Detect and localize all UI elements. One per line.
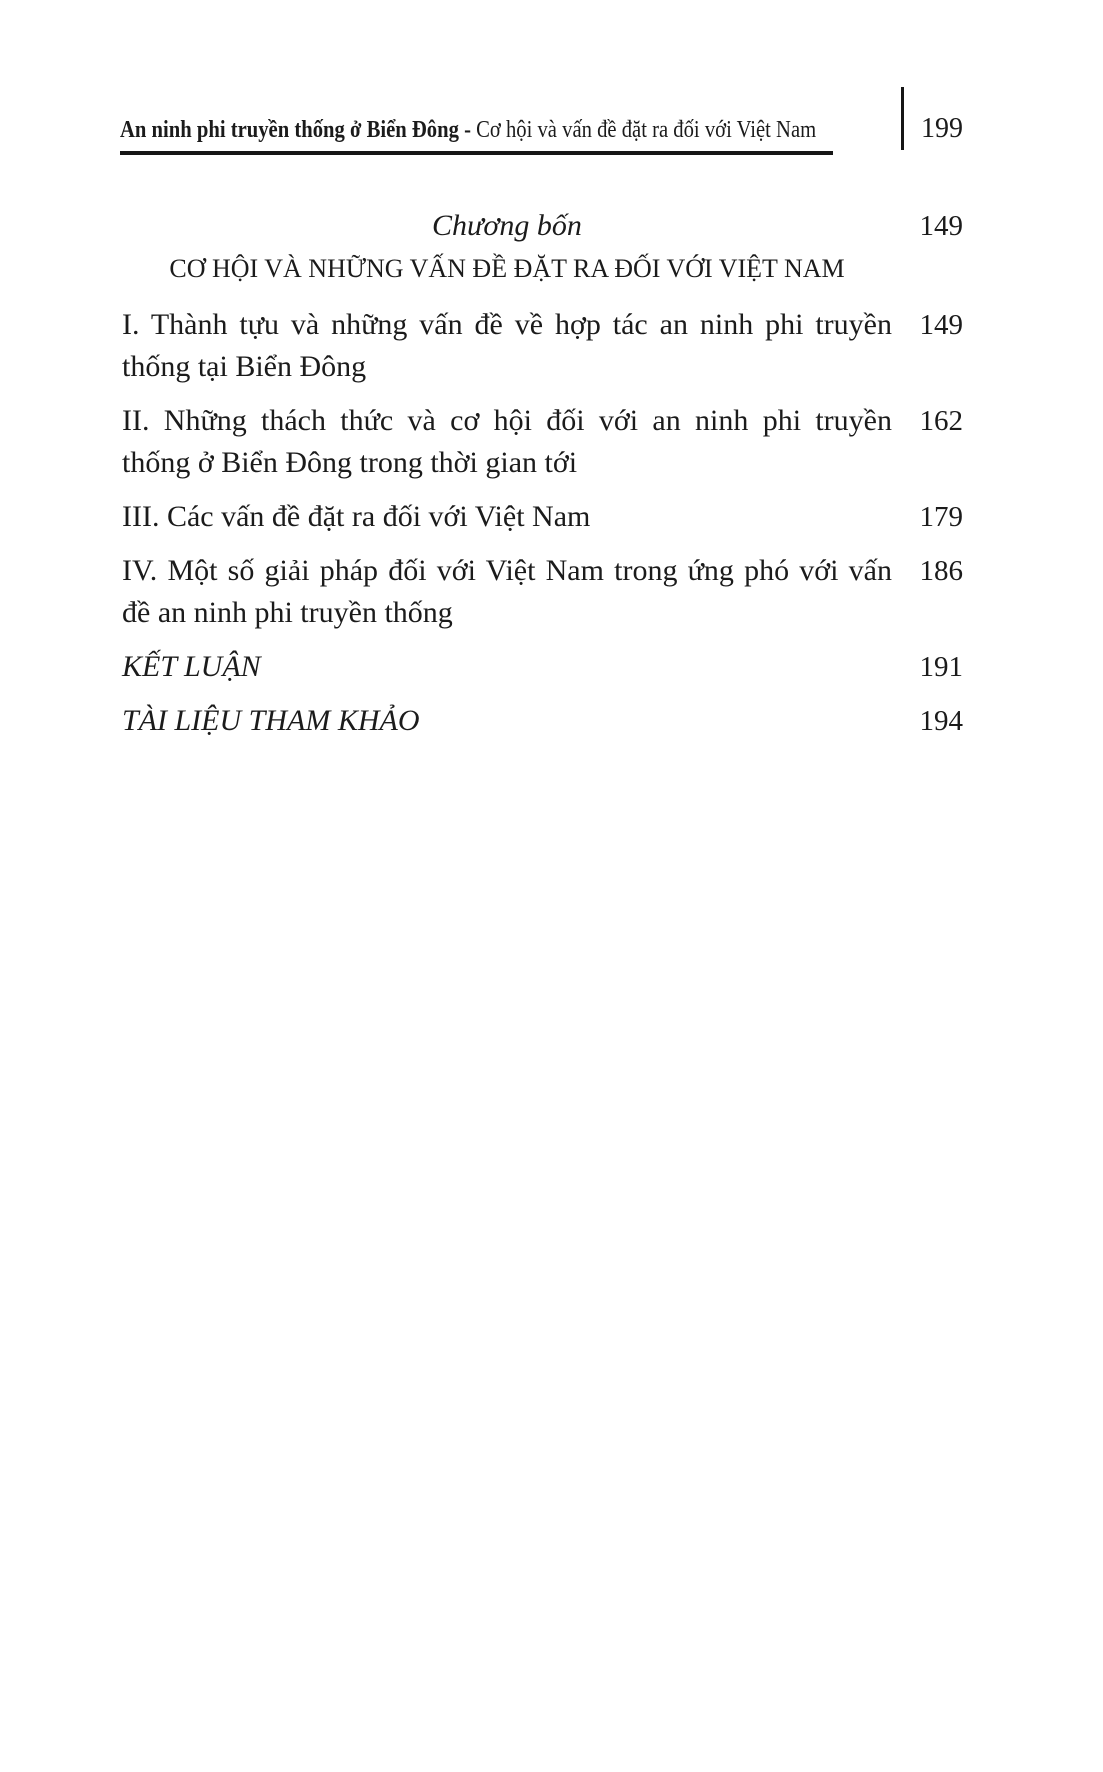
toc-chapter-row	[122, 206, 963, 292]
toc-entry-line: II. Những thách thức và cơ hội đối với an ninh phi truyền	[122, 404, 892, 437]
toc-entry-line: I. Thành tựu và những vấn đề về hợp tác an ninh phi truyền	[122, 308, 892, 341]
toc-entry-line: TÀI LIỆU THAM KHẢO	[122, 704, 420, 737]
toc-page-number: 162	[919, 405, 963, 437]
toc-page-number: 191	[919, 651, 963, 683]
toc-entry-text	[122, 700, 892, 742]
toc-entry-text	[122, 550, 892, 634]
running-header	[120, 114, 816, 146]
toc-entry-references	[122, 700, 963, 742]
toc-entry-1	[122, 304, 963, 388]
chapter-heading	[122, 206, 892, 292]
toc-entry-text	[122, 304, 892, 388]
toc-entry-3	[122, 496, 963, 538]
toc-entry-line: KẾT LUẬN	[122, 650, 261, 683]
header-rule	[120, 151, 833, 155]
toc-page-number: 194	[919, 705, 963, 737]
toc-entry-line: IV. Một số giải pháp đối với Việt Nam trong ứng phó với vấn	[122, 554, 892, 587]
toc-entry-conclusion	[122, 646, 963, 688]
toc-entry-text	[122, 400, 892, 484]
toc-entry-2	[122, 400, 963, 484]
toc-entry-line: đề an ninh phi truyền thống	[122, 596, 453, 629]
toc-entry-line: III. Các vấn đề đặt ra đối với Việt Nam	[122, 500, 591, 533]
toc-page-number: 186	[919, 555, 963, 587]
toc-entry-4	[122, 550, 963, 634]
chapter-title: CƠ HỘI VÀ NHỮNG VẤN ĐỀ ĐẶT RA ĐỐI VỚI VIỆT NAM	[169, 254, 845, 283]
table-of-contents	[122, 206, 963, 754]
toc-entry-line: thống tại Biển Đông	[122, 350, 367, 383]
running-header-subtitle: Cơ hội và vấn đề đặt ra đối với Việt Nam	[476, 117, 817, 143]
page-number: 199	[921, 113, 963, 144]
toc-entry-text	[122, 496, 892, 538]
running-header-book-title: An ninh phi truyền thống ở Biển Đông -	[120, 117, 471, 143]
toc-page-number: 149	[919, 309, 963, 341]
toc-page-number: 149	[919, 210, 963, 242]
toc-entry-line: thống ở Biển Đông trong thời gian tới	[122, 446, 578, 479]
toc-page-number: 179	[919, 501, 963, 533]
toc-entry-text	[122, 646, 892, 688]
chapter-label: Chương bốn	[432, 209, 582, 242]
